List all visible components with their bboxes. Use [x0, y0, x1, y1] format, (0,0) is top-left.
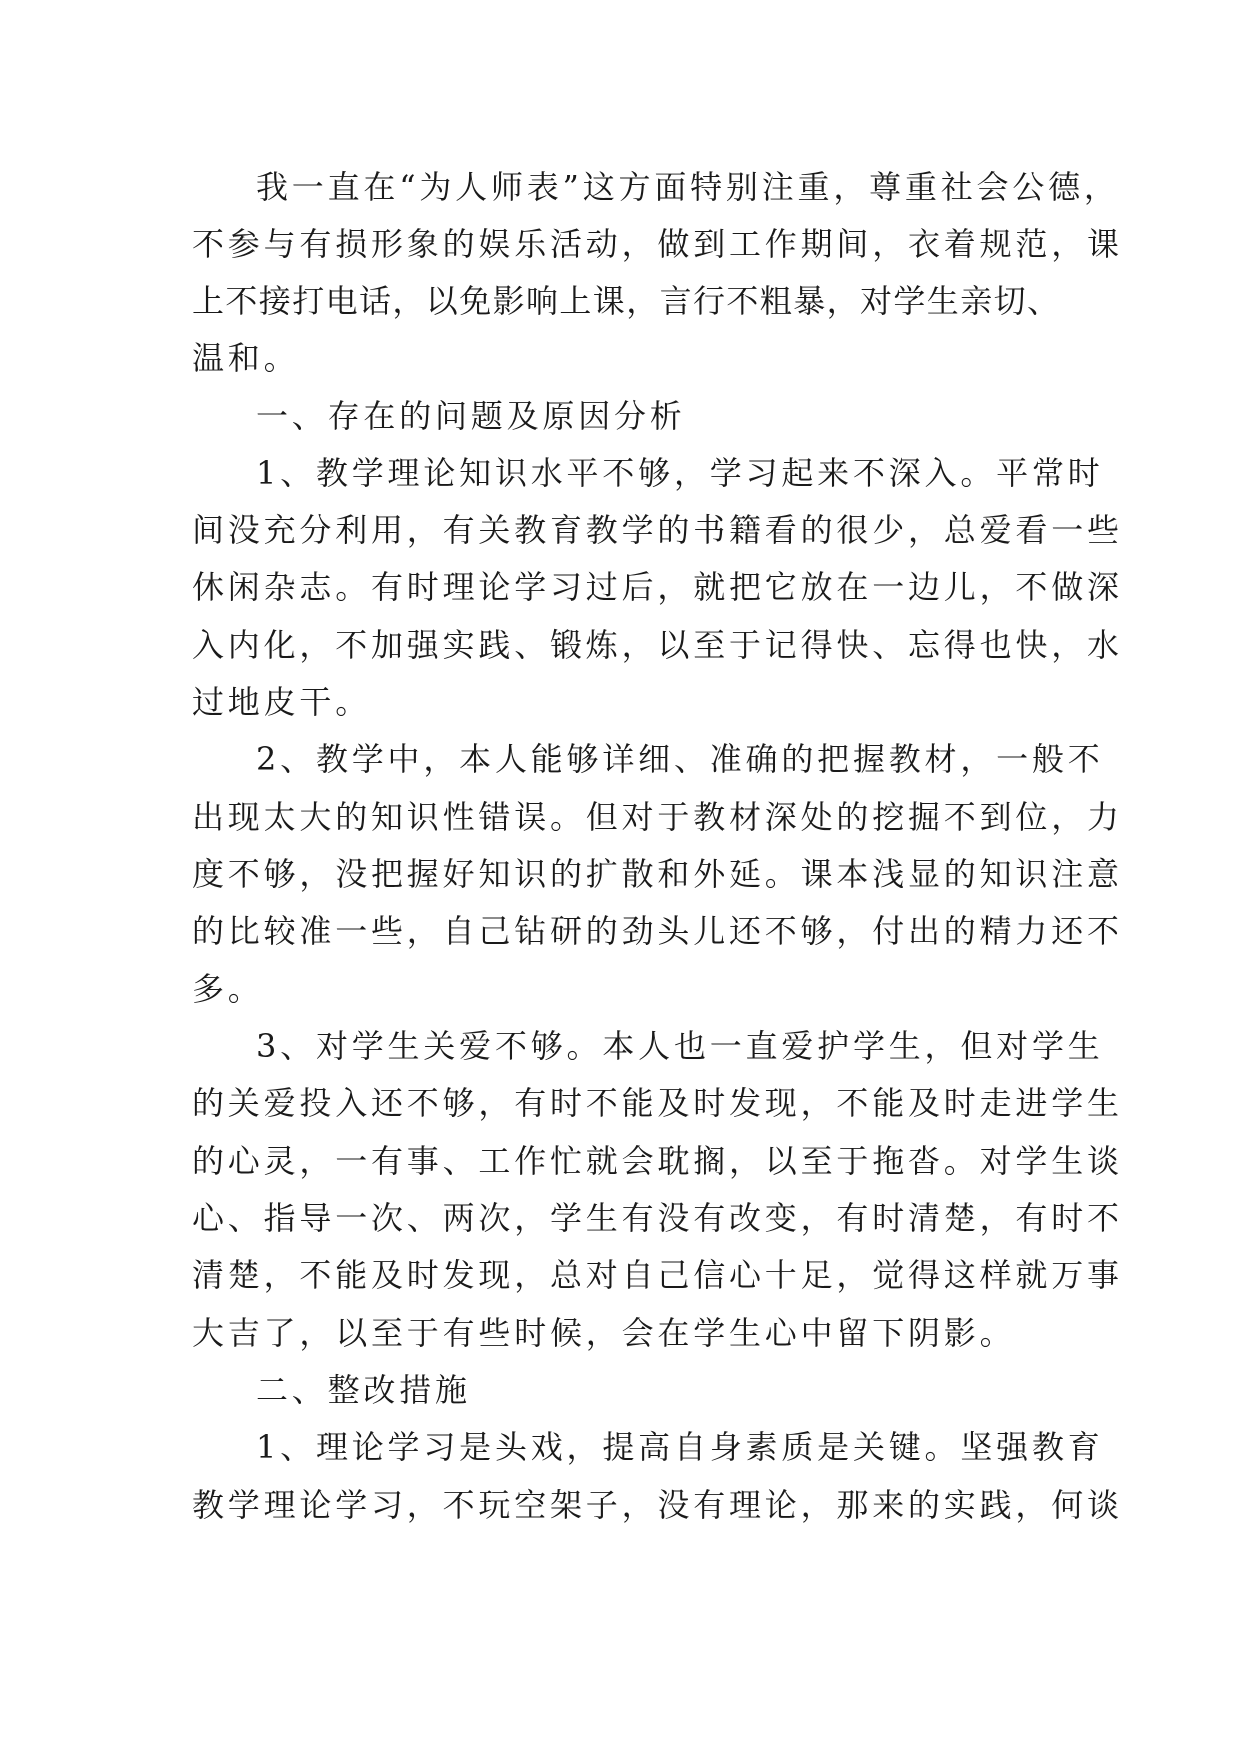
text-line: 过地皮干。 [192, 683, 372, 721]
text-line: 度不够，没把握好知识的扩散和外延。课本浅显的知识注意 [192, 855, 1123, 893]
section-heading: 一、存在的问题及原因分析 [256, 397, 686, 435]
text-line: 入内化，不加强实践、锻炼，以至于记得快、忘得也快，水 [192, 626, 1123, 664]
text-line: 1、教学理论知识水平不够，学习起来不深入。平常时 [256, 454, 1104, 492]
text-line: 我一直在“为人师表”这方面特别注重，尊重社会公德， [256, 168, 1120, 206]
text-line: 休闲杂志。有时理论学习过后，就把它放在一边儿，不做深 [192, 568, 1123, 606]
text-line: 出现太大的知识性错误。但对于教材深处的挖掘不到位，力 [192, 798, 1123, 836]
text-line: 3、对学生关爱不够。本人也一直爱护学生，但对学生 [256, 1027, 1104, 1065]
text-line: 多。 [192, 970, 264, 1008]
text-line: 的心灵，一有事、工作忙就会耽搁，以至于拖沓。对学生谈 [192, 1142, 1123, 1180]
text-line: 大吉了，以至于有些时候，会在学生心中留下阴影。 [192, 1314, 1016, 1352]
text-line: 间没充分利用，有关教育教学的书籍看的很少，总爱看一些 [192, 511, 1123, 549]
text-line: 的关爱投入还不够，有时不能及时发现，不能及时走进学生 [192, 1084, 1123, 1122]
text-line: 清楚，不能及时发现，总对自己信心十足，觉得这样就万事 [192, 1256, 1123, 1294]
text-line: 1、理论学习是头戏，提高自身素质是关键。坚强教育 [256, 1428, 1104, 1466]
text-line: 上不接打电话，以免影响上课，言行不粗暴，对学生亲切、 [192, 282, 1061, 320]
text-line: 的比较准一些，自己钻研的劲头儿还不够，付出的精力还不 [192, 912, 1123, 950]
text-line: 教学理论学习，不玩空架子，没有理论，那来的实践，何谈 [192, 1486, 1123, 1524]
section-heading: 二、整改措施 [256, 1371, 471, 1409]
text-line: 不参与有损形象的娱乐活动，做到工作期间，衣着规范，课 [192, 225, 1123, 263]
text-line: 温和。 [192, 339, 300, 377]
text-line: 2、教学中，本人能够详细、准确的把握教材，一般不 [256, 740, 1104, 778]
text-line: 心、指导一次、两次，学生有没有改变，有时清楚，有时不 [192, 1199, 1123, 1237]
